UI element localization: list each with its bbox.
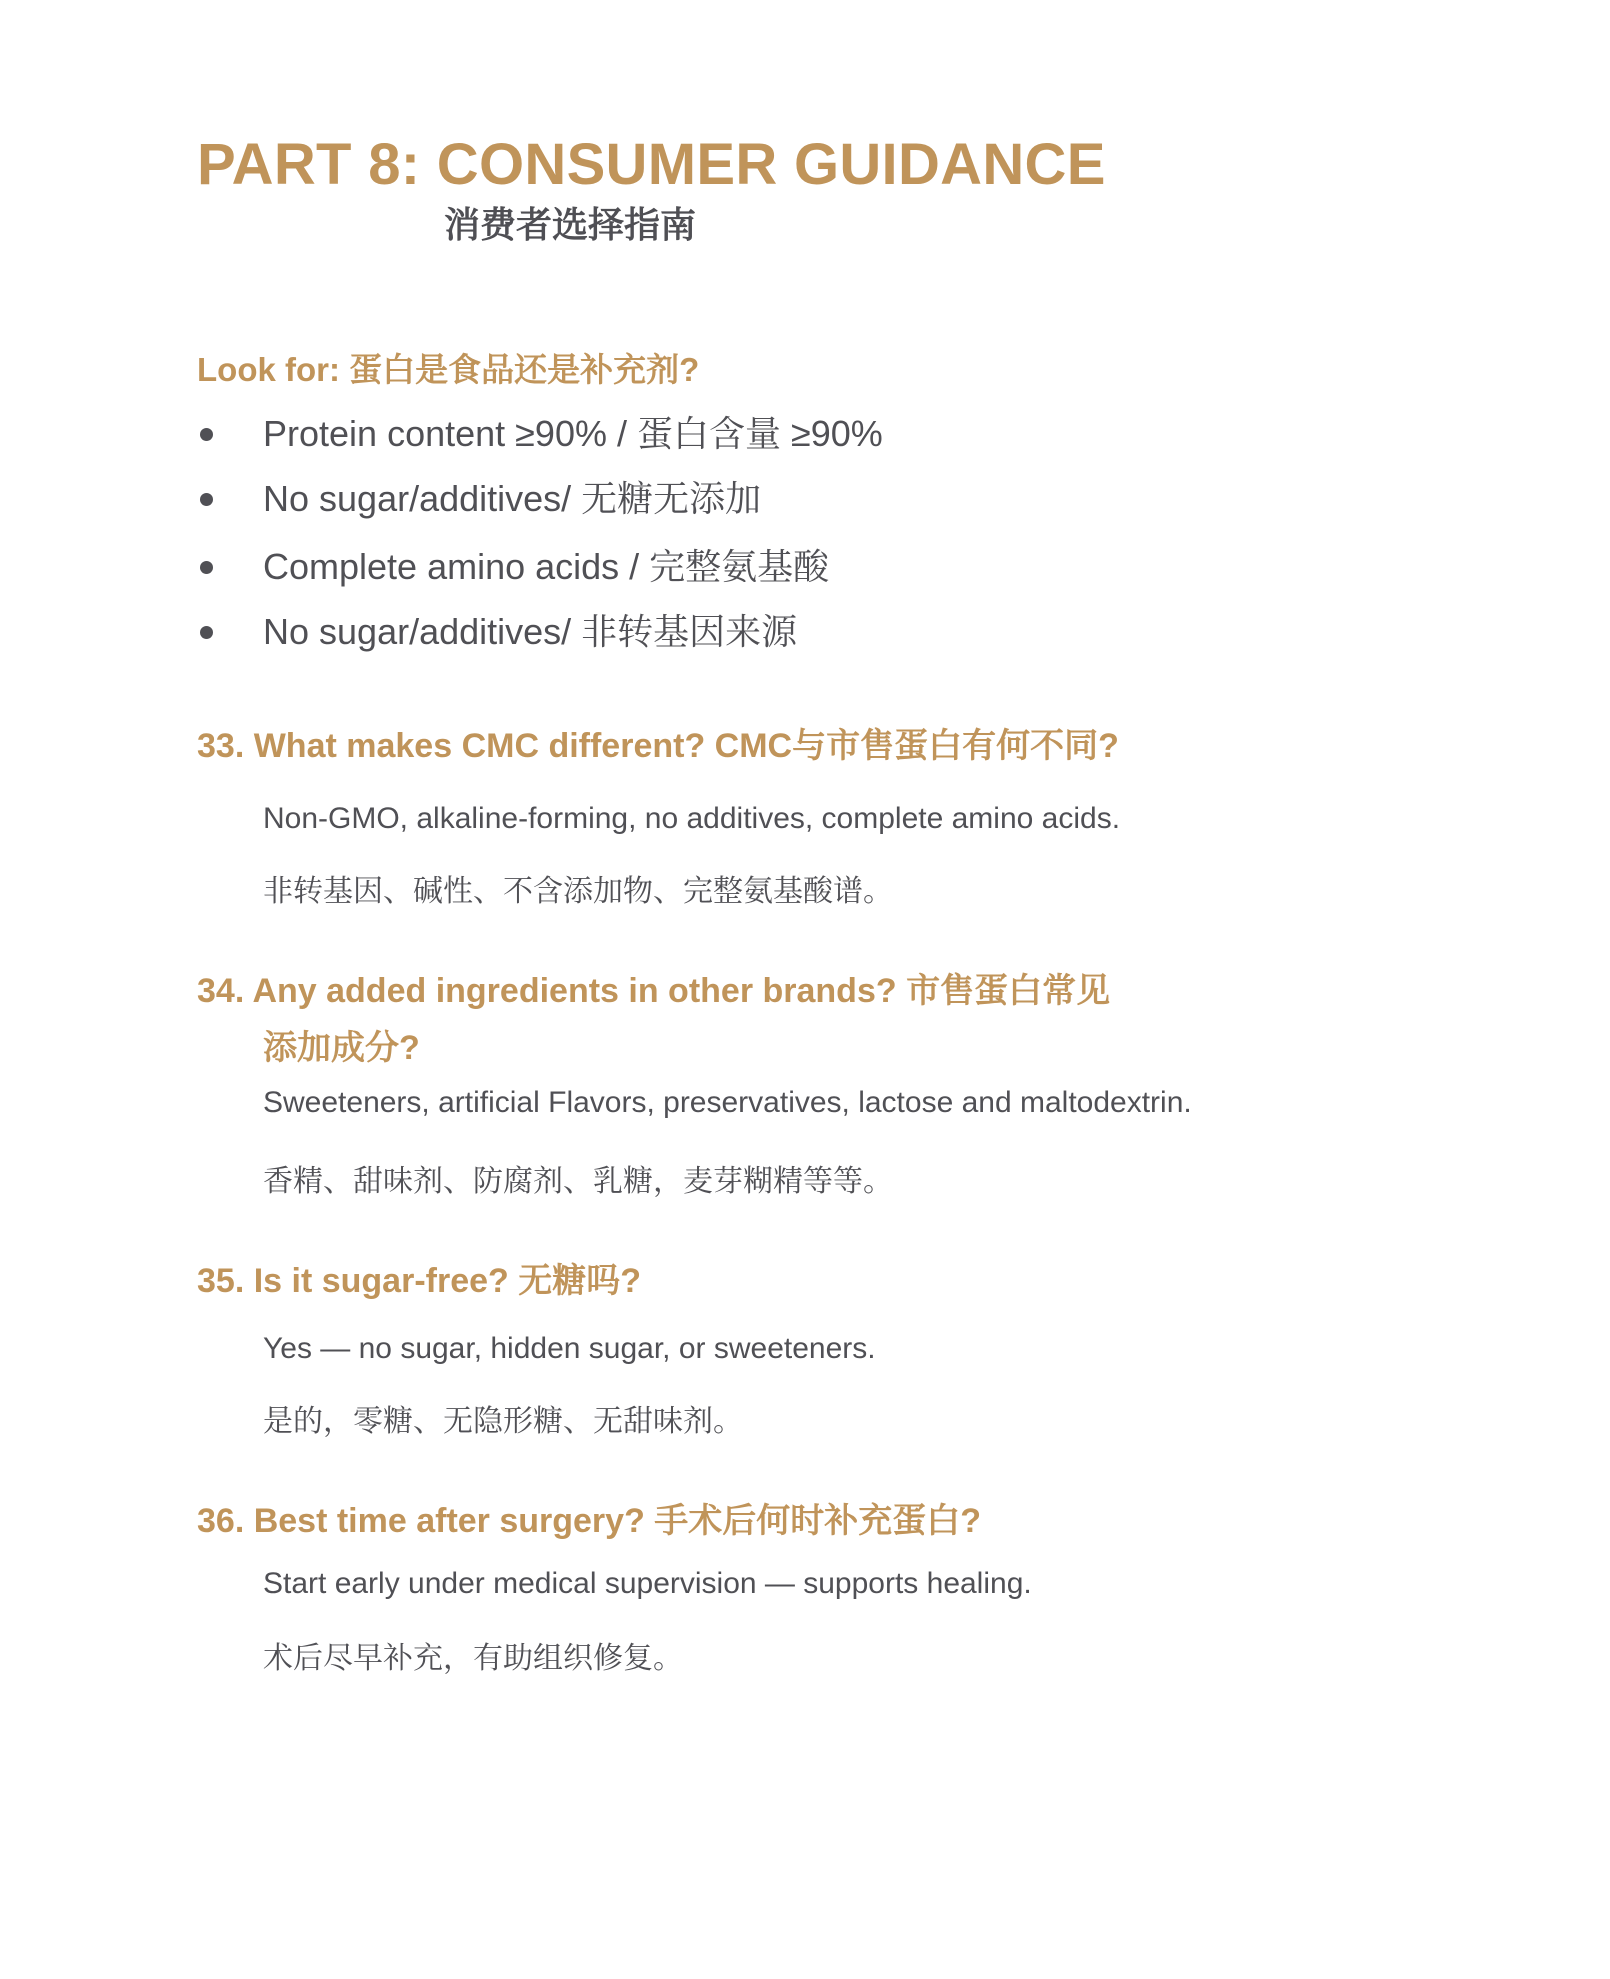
faq-answer-zh: 是的，零糖、无隐形糖、无甜味剂。 <box>263 1405 743 1438</box>
page-subtitle: 消费者选择指南 <box>444 204 697 245</box>
list-item-text: No sugar/additives/ 无糖无添加 <box>263 478 762 519</box>
faq-question: 34. Any added ingredients in other brands? 市售蛋白常见 <box>197 972 1111 1010</box>
faq-answer-zh: 香精、甜味剂、防腐剂、乳糖，麦芽糊精等等。 <box>263 1165 893 1198</box>
faq-question: 35. Is it sugar-free? 无糖吗? <box>197 1262 641 1300</box>
faq-question: 36. Best time after surgery? 手术后何时补充蛋白? <box>197 1502 982 1540</box>
bullet-icon <box>200 493 213 506</box>
page-title: PART 8: CONSUMER GUIDANCE <box>197 132 1106 197</box>
bullet-icon <box>200 626 213 639</box>
bullet-icon <box>200 561 213 574</box>
faq-answer-zh: 非转基因、碱性、不含添加物、完整氨基酸谱。 <box>263 875 893 908</box>
faq-answer-en: Sweeteners, artificial Flavors, preservatives, lactose and maltodextrin. <box>263 1086 1192 1119</box>
list-item-text: Complete amino acids / 完整氨基酸 <box>263 546 830 587</box>
faq-answer-en: Start early under medical supervision — supports healing. <box>263 1567 1032 1600</box>
faq-answer-en: Yes — no sugar, hidden sugar, or sweeteners. <box>263 1332 876 1365</box>
faq-answer-zh: 术后尽早补充，有助组织修复。 <box>263 1642 683 1675</box>
list-item-text: No sugar/additives/ 非转基因来源 <box>263 611 798 652</box>
look-for-heading: Look for: 蛋白是食品还是补充剂? <box>197 351 700 388</box>
faq-question: 33. What makes CMC different? CMC与市售蛋白有何不同? <box>197 727 1119 765</box>
faq-question-continued: 添加成分? <box>263 1029 420 1067</box>
faq-answer-en: Non-GMO, alkaline-forming, no additives, complete amino acids. <box>263 802 1121 835</box>
list-item-text: Protein content ≥90% / 蛋白含量 ≥90% <box>263 413 883 454</box>
bullet-icon <box>200 428 213 441</box>
